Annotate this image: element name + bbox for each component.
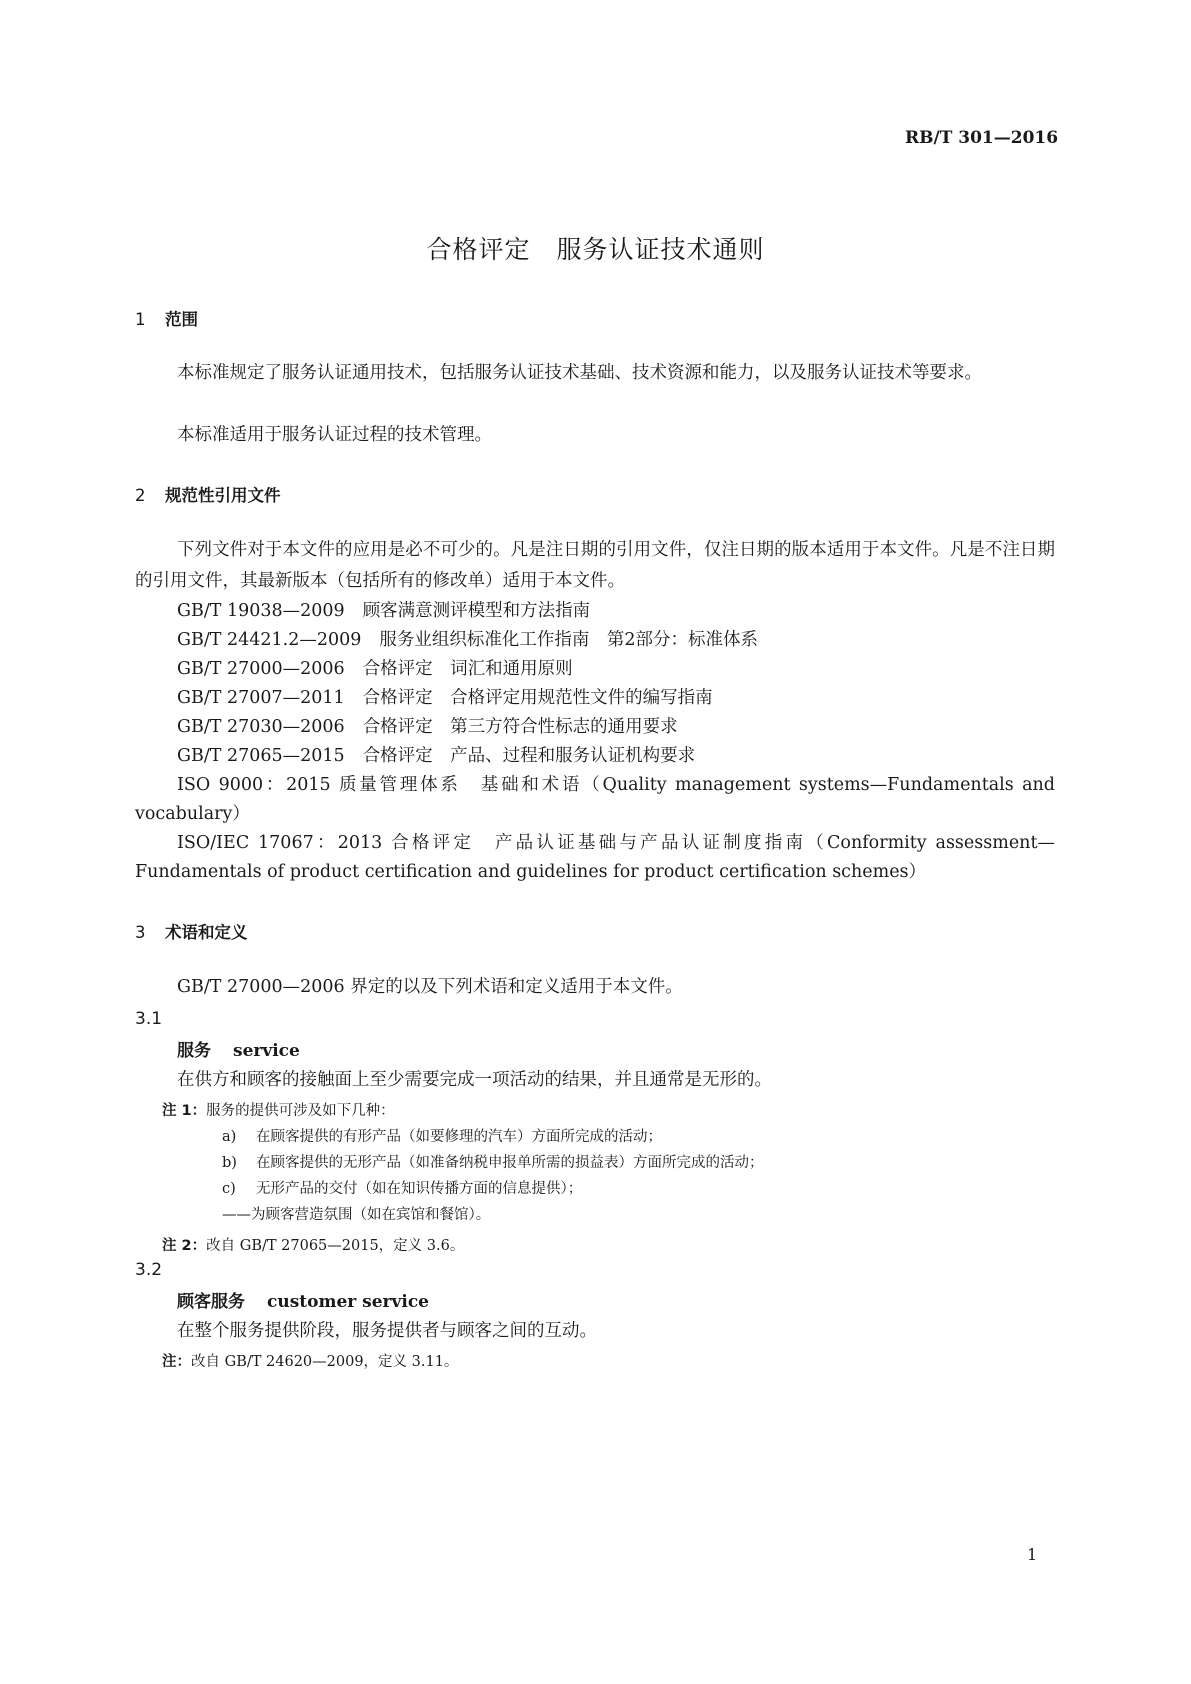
reference-item: GB/T 27030—2006 合格评定 第三方符合性标志的通用要求: [177, 717, 678, 737]
note-text: 改自 GB/T 27065—2015，定义 3.6。: [206, 1238, 465, 1254]
section-title: 范围: [165, 310, 198, 329]
term-note-2: [162, 1234, 464, 1255]
standard-code: RB/T 301—2016: [905, 128, 1059, 148]
term-definition: 在整个服务提供阶段，服务提供者与顾客之间的互动。: [177, 1321, 597, 1341]
clause-number: 3.1: [135, 1009, 163, 1029]
note-list-item: a) 在顾客提供的有形产品（如要修理的汽车）方面所完成的活动；: [222, 1129, 662, 1145]
note-label: 注 2：: [162, 1238, 207, 1254]
term-definition: 在供方和顾客的接触面上至少需要完成一项活动的结果，并且通常是无形的。: [177, 1070, 772, 1090]
section-number: 2: [135, 486, 146, 505]
page-number: 1: [1027, 1545, 1038, 1564]
section-number: 3: [135, 923, 146, 942]
section-title: 术语和定义: [165, 923, 248, 942]
clause-number: 3.2: [135, 1260, 163, 1280]
scope-paragraph-1: 本标准规定了服务认证通用技术，包括服务认证技术基础、技术资源和能力，以及服务认证技术等要求。: [177, 363, 982, 383]
section-1-heading: [135, 306, 198, 330]
note-text: 改自 GB/T 24620—2009，定义 3.11。: [191, 1354, 459, 1370]
terms-intro: GB/T 27000—2006 界定的以及下列术语和定义适用于本文件。: [177, 977, 683, 997]
term-zh: 服务: [177, 1041, 211, 1061]
note-text: 服务的提供可涉及如下几种：: [206, 1103, 395, 1119]
reference-item: GB/T 19038—2009 顾客满意测评模型和方法指南: [177, 601, 591, 621]
term-heading: [177, 1287, 429, 1312]
section-3-heading: [135, 919, 248, 943]
section-title: 规范性引用文件: [165, 486, 281, 505]
note-list-item: b) 在顾客提供的无形产品（如准备纳税申报单所需的损益表）方面所完成的活动；: [222, 1155, 764, 1171]
iso-reference-17067: ISO/IEC 17067：2013 合格评定 产品认证基础与产品认证制度指南（Conformity assessment—Fundamentals of product certification and guidelines for product certification schemes）: [135, 833, 1055, 882]
references-intro: 下列文件对于本文件的应用是必不可少的。凡是注日期的引用文件，仅注日期的版本适用于本文件。凡是不注日期的引用文件，其最新版本（包括所有的修改单）适用于本文件。: [135, 540, 1055, 591]
iso-reference-9000: ISO 9000：2015 质量管理体系 基础和术语（Quality management systems—Fundamentals and vocabulary）: [135, 775, 1055, 824]
reference-item: GB/T 24421.2—2009 服务业组织标准化工作指南 第2部分：标准体系: [177, 630, 759, 650]
reference-item: GB/T 27007—2011 合格评定 合格评定用规范性文件的编写指南: [177, 688, 713, 708]
note-list-item: c) 无形产品的交付（如在知识传播方面的信息提供）；: [222, 1181, 583, 1197]
term-zh: 顾客服务: [177, 1292, 245, 1312]
note-label: 注：: [162, 1354, 191, 1370]
term-en: service: [233, 1041, 300, 1061]
note-label: 注 1：: [162, 1103, 207, 1119]
section-2-heading: [135, 482, 281, 506]
reference-item: GB/T 27000—2006 合格评定 词汇和通用原则: [177, 659, 573, 679]
section-number: 1: [135, 310, 146, 329]
term-heading: [177, 1036, 300, 1061]
term-note-1: [162, 1099, 395, 1120]
reference-item: GB/T 27065—2015 合格评定 产品、过程和服务认证机构要求: [177, 746, 696, 766]
term-note: [162, 1350, 458, 1371]
note-dash-item: ——为顾客营造氛围（如在宾馆和餐馆）。: [222, 1207, 491, 1223]
scope-paragraph-2: 本标准适用于服务认证过程的技术管理。: [177, 425, 492, 445]
term-en: customer service: [267, 1292, 429, 1312]
document-title: 合格评定 服务认证技术通则: [426, 235, 765, 264]
